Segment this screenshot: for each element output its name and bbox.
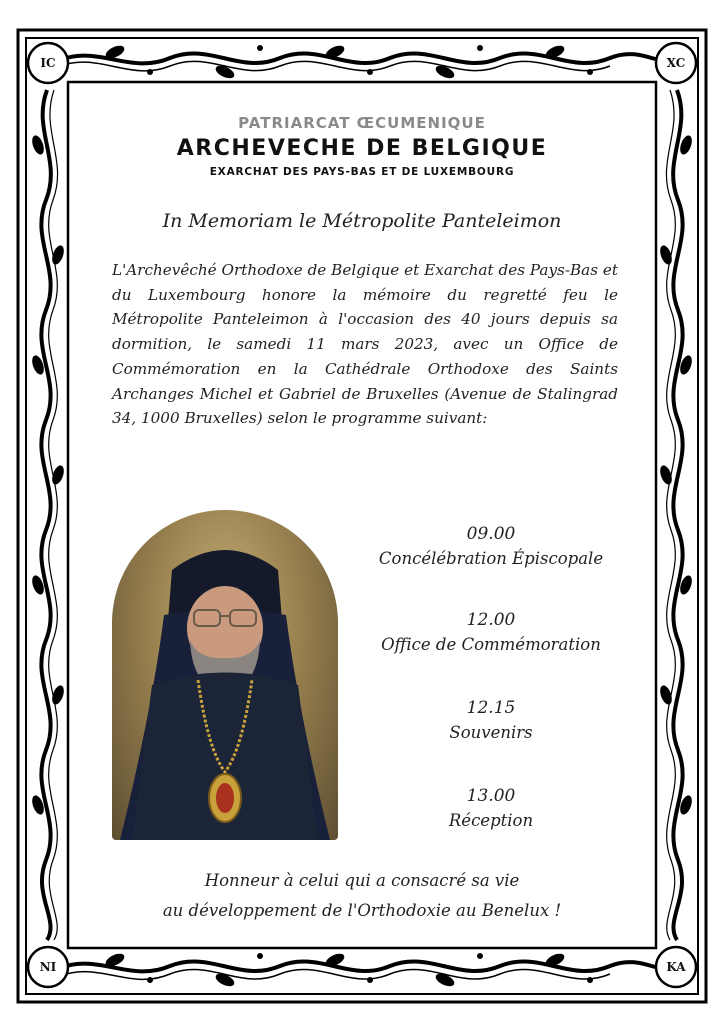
schedule-label: Réception [448,811,534,830]
schedule-label: Souvenirs [449,723,533,742]
exarchate-heading: EXARCHAT DES PAYS-BAS ET DE LUXEMBOURG [209,166,515,178]
corner-medallion-bottom-left: NI [39,960,57,974]
schedule-time: 12.15 [466,698,516,718]
schedule-label: Office de Commémoration [381,635,601,654]
portrait-illustration [112,510,338,840]
schedule-item [360,784,622,834]
corner-medallion-top-left: IC [40,56,56,70]
schedule-time: 12.00 [466,610,516,630]
page-title: In Memoriam le Métropolite Panteleimon [162,210,562,232]
schedule-label: Concélébration Épiscopale [378,549,604,568]
corner-medallion-bottom-right: KA [666,960,686,974]
closing-tribute [0,866,724,926]
metropolitan-portrait [112,510,338,840]
corner-medallion-top-right: XC [666,56,686,70]
schedule-time: 13.00 [466,786,516,806]
schedule-item [360,696,622,746]
schedule-item [360,608,622,658]
closing-line-1: Honneur à celui qui a consacré sa vie [204,871,520,890]
schedule-time: 09.00 [466,524,516,544]
announcement-paragraph: L'Archevêché Orthodoxe de Belgique et Exarchat des Pays-Bas et du Luxembourg honore la mémoire du regretté feu le Métropolite Panteleimon à l'occasion des 40 jours depuis sa dormition, le samedi 11 mars 2023, avec un Office de Commémoration en la Cathédrale Orthodoxe des Saints Archanges Michel et Gabriel de Bruxelles (Avenue de Stalingrad 34, 1000 Bruxelles) selon le programme suivant: [112,261,618,428]
closing-line-2: au développement de l'Orthodoxie au Benelux ! [162,901,562,920]
archdiocese-heading: ARCHEVECHE DE BELGIQUE [176,136,548,161]
patriarchate-heading: PATRIARCAT ŒCUMENIQUE [238,114,486,132]
schedule-item [360,522,622,572]
